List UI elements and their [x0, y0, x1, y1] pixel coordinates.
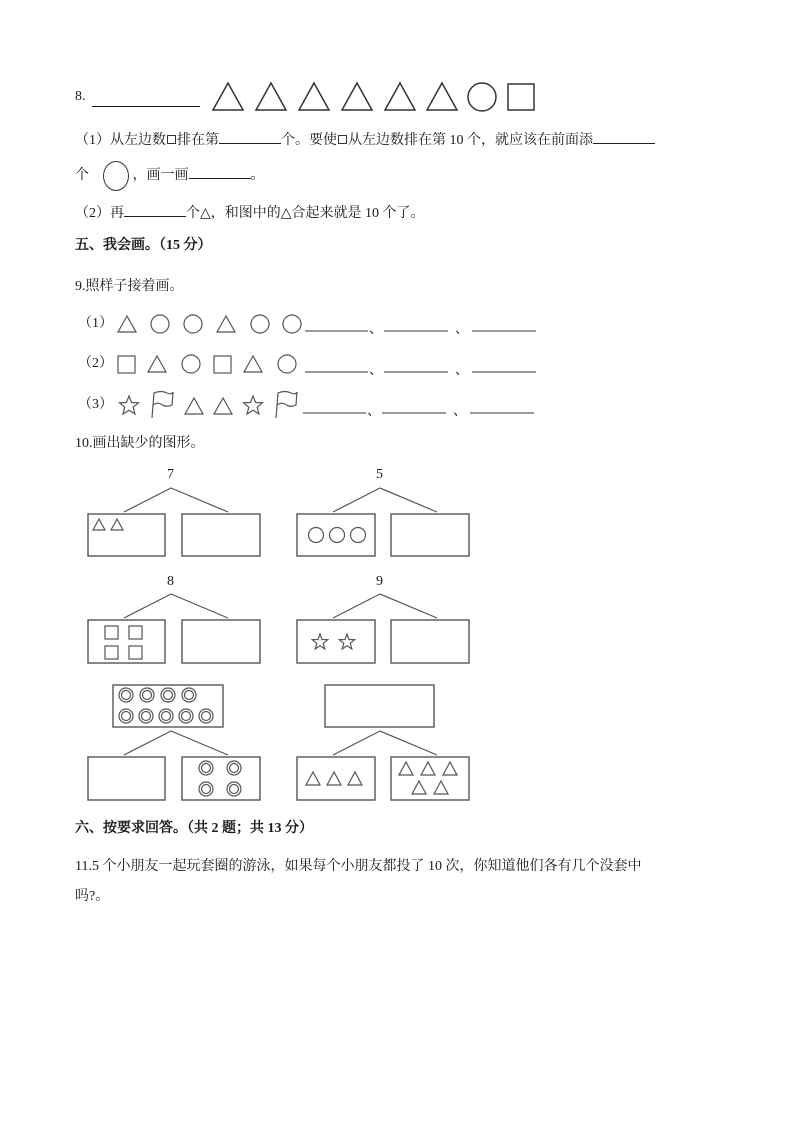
text: （2）再: [75, 206, 124, 221]
part-box-filled: [297, 620, 375, 663]
ring-icon: [159, 709, 173, 723]
ring-icon: [227, 761, 241, 775]
text: 从左边数排在第 10 个，就应该在前面添: [348, 133, 593, 148]
text: ，画一画: [132, 168, 189, 184]
triangle-icon: [412, 781, 426, 794]
separator: 、: [455, 322, 469, 337]
triangle-icon: [348, 772, 362, 785]
q8-label: 8.: [75, 89, 86, 104]
part-box-filled: [182, 757, 260, 800]
circle-icon: [309, 528, 324, 543]
triangle-icon: [443, 762, 457, 775]
circle-icon: [330, 528, 345, 543]
q10-title: 10.画出缺少的图形。: [75, 436, 205, 451]
separator: 、: [369, 322, 383, 337]
diagram-rings: [88, 685, 260, 800]
separator: 、: [453, 404, 467, 419]
section6-heading: 六、按要求回答。（共 2 题；共 13 分）: [75, 821, 313, 836]
part-box-empty: [182, 620, 260, 663]
ring-icon: [199, 709, 213, 723]
ring-icon: [199, 782, 213, 796]
star-icon: [339, 634, 354, 649]
part-box-empty: [391, 620, 469, 663]
part-box-filled: [391, 757, 469, 800]
text: 个: [75, 168, 89, 184]
triangle-icon: [421, 762, 435, 775]
diagram-number: 8: [167, 574, 174, 589]
triangle-icon: [327, 772, 341, 785]
triangle-icon: [306, 772, 320, 785]
q11-line2: 吗?。: [75, 889, 110, 904]
triangle-icon: [434, 781, 448, 794]
part-box-empty: [182, 514, 260, 556]
q9-row1-label: （1）: [78, 316, 113, 331]
ring-icon: [199, 761, 213, 775]
star-icon: [312, 634, 327, 649]
triangle-icon: [399, 762, 413, 775]
ring-icon: [140, 688, 154, 702]
diagram-number: 5: [376, 467, 383, 482]
diagram-9: [297, 594, 469, 663]
circle-icon: [351, 528, 366, 543]
ring-icon: [139, 709, 153, 723]
text: 个。要使: [281, 133, 337, 148]
diagram-5: [297, 488, 469, 556]
part-box-filled: [88, 620, 165, 663]
ring-icon: [182, 688, 196, 702]
ring-icon: [119, 709, 133, 723]
text: 个△，和图中的△合起来就是 10 个了。: [186, 206, 425, 221]
part-box-empty: [391, 514, 469, 556]
separator: 、: [367, 404, 381, 419]
q9-row2-label: （2）: [78, 356, 113, 371]
text: 排在第: [177, 133, 219, 148]
total-box-empty: [325, 685, 434, 727]
ring-icon: [227, 782, 241, 796]
ring-icon: [179, 709, 193, 723]
square-icon: [129, 646, 142, 659]
diagram-number: 7: [167, 467, 174, 482]
ring-icon: [119, 688, 133, 702]
separator: 、: [455, 363, 469, 378]
diagram-number: 9: [376, 574, 383, 589]
q9-row3-label: （3）: [78, 397, 113, 412]
triangle-icon: [93, 519, 105, 530]
part-box-filled: [297, 757, 375, 800]
q9-title: 9.照样子接着画。: [75, 279, 184, 294]
q11-line1: 11.5 个小朋友一起玩套圈的游泳，如果每个小朋友都投了 10 次，你知道他们各有几个没套中: [75, 859, 642, 874]
diagram-triangles: [297, 685, 469, 800]
square-icon: [105, 646, 118, 659]
square-icon: [129, 626, 142, 639]
diagram-8: [88, 594, 260, 663]
separator: 、: [369, 363, 383, 378]
ring-icon: [161, 688, 175, 702]
square-icon: [105, 626, 118, 639]
section5-heading: 五、我会画。（15 分）: [75, 238, 212, 253]
part-box-empty: [88, 757, 165, 800]
text: （1）从左边数: [75, 133, 166, 148]
triangle-icon: [111, 519, 123, 530]
text: 。: [250, 168, 265, 184]
diagram-7: [88, 488, 260, 556]
